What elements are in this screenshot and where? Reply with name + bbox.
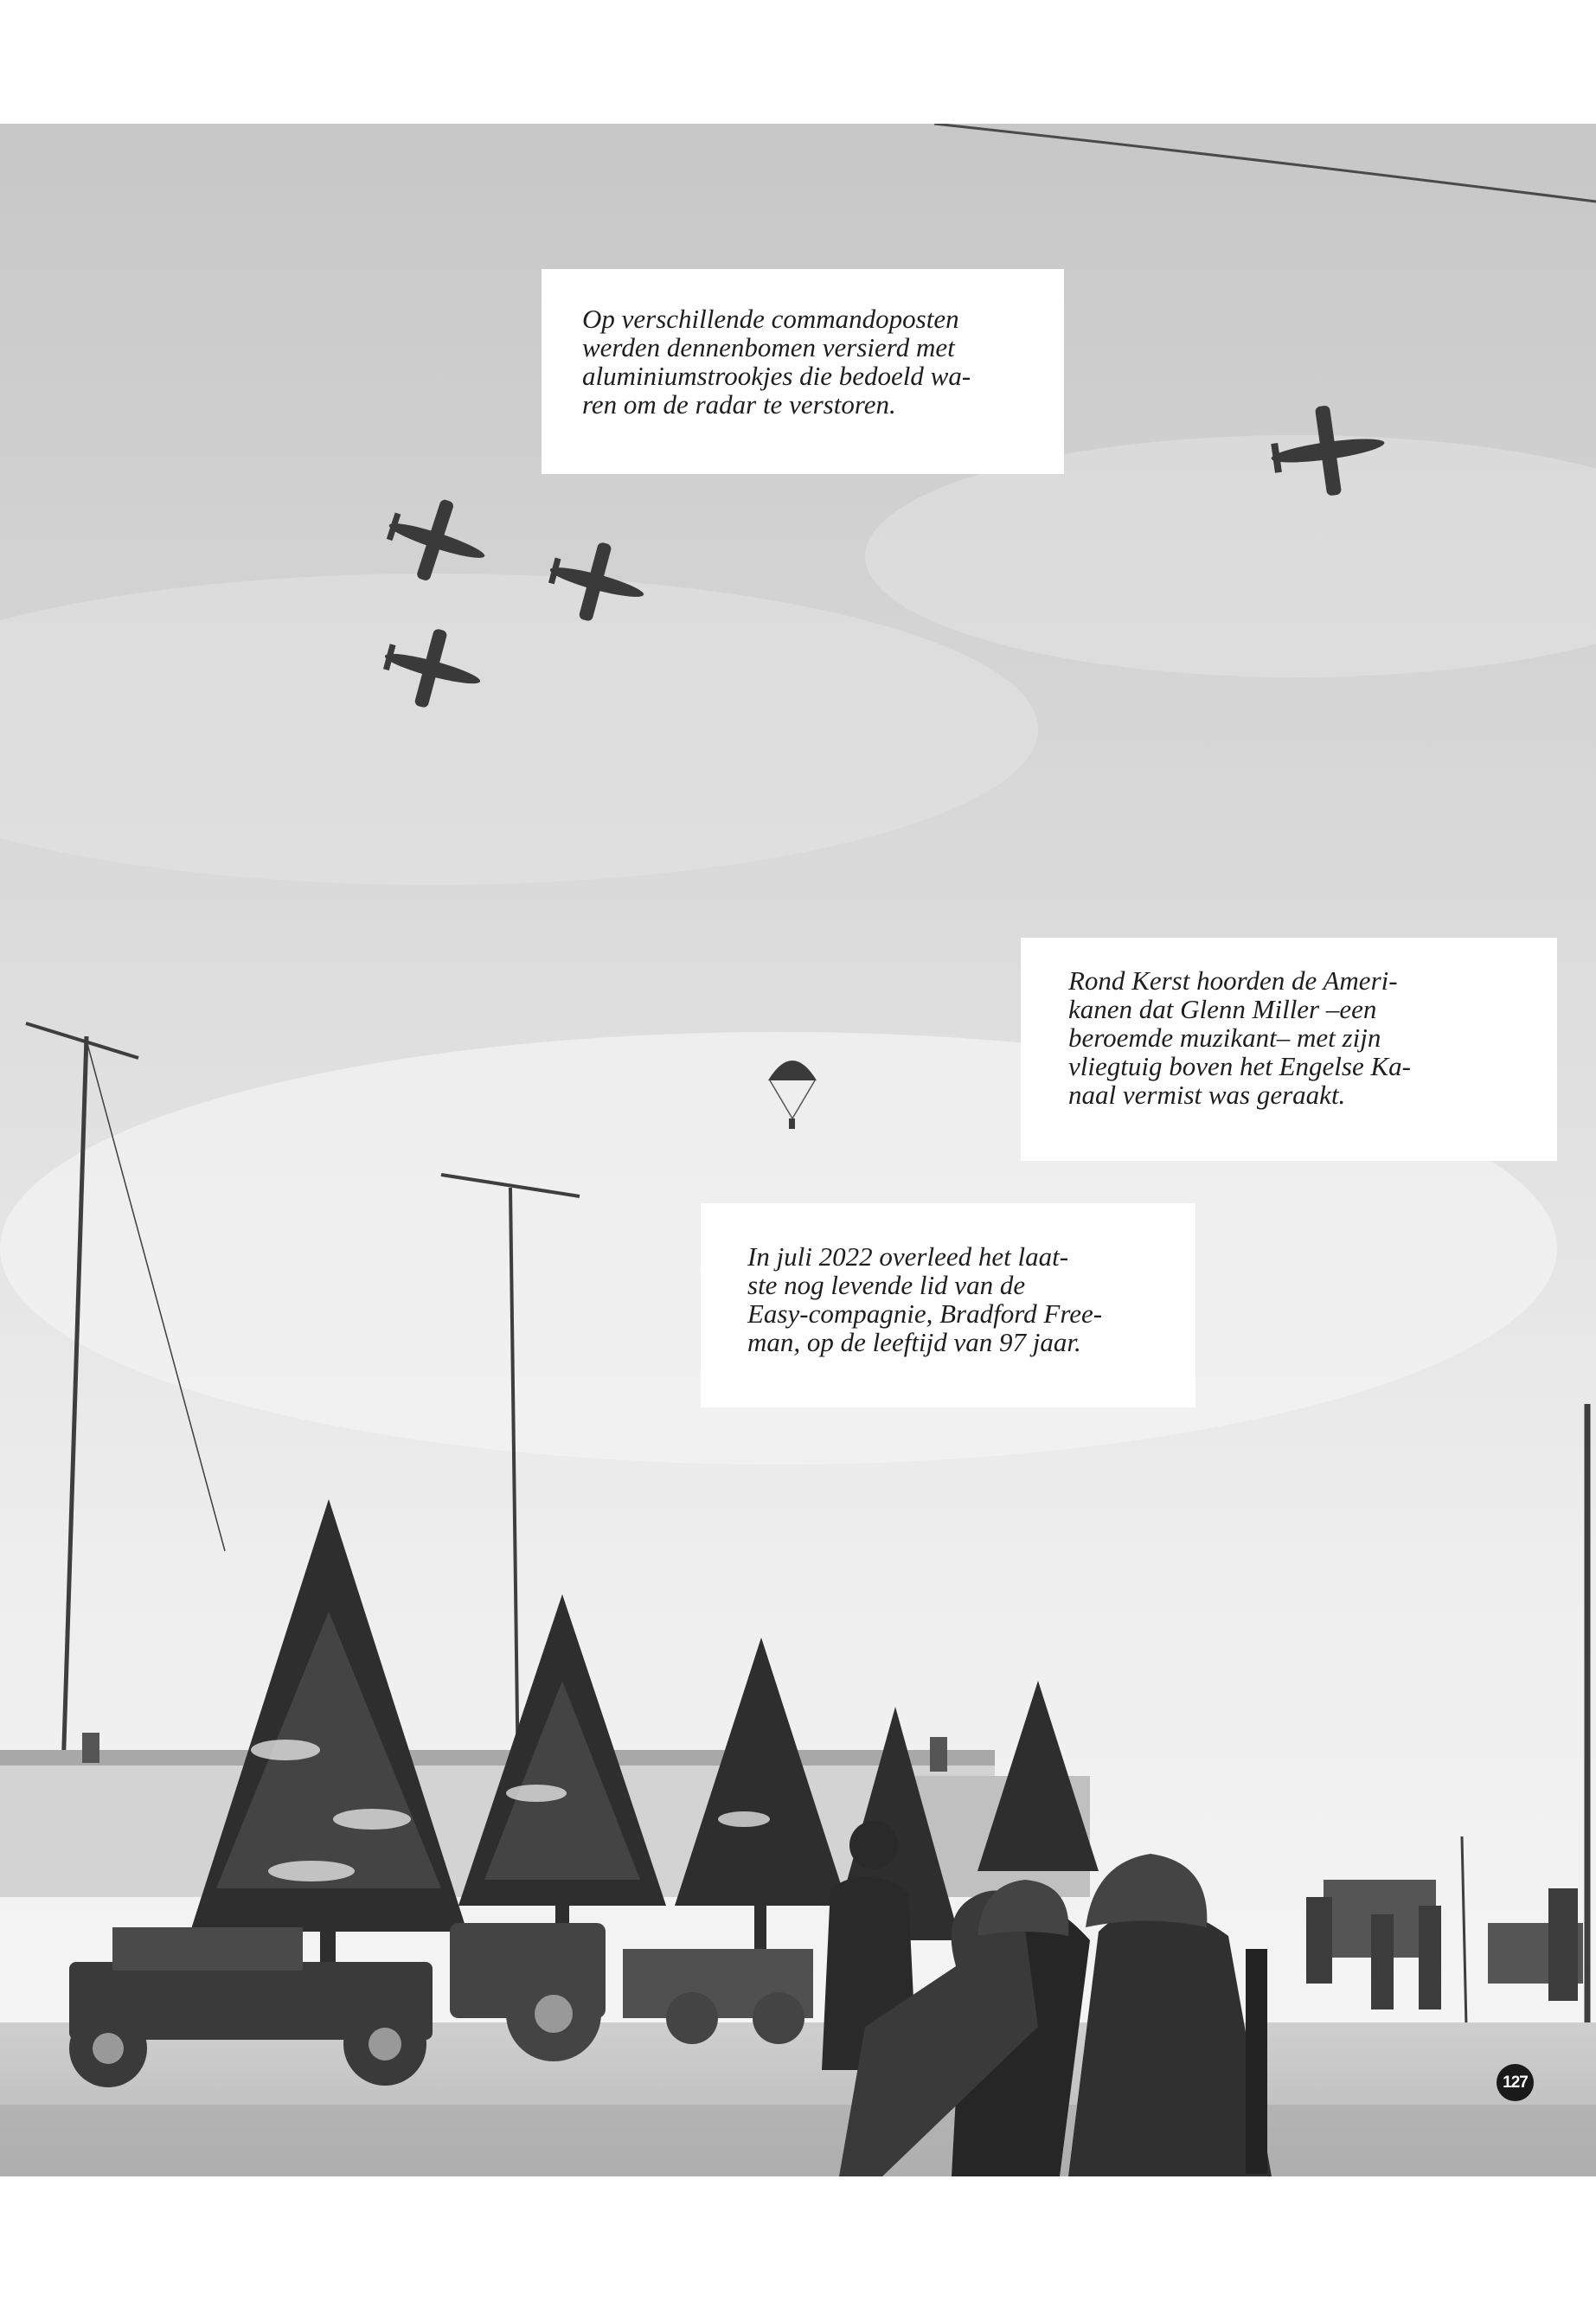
- caption-line: man, op de leeftijd van 97 jaar.: [747, 1327, 1081, 1357]
- caption-line: werden dennenbomen versierd met: [582, 332, 955, 362]
- caption-line: vliegtuig boven het Engelse Ka-: [1068, 1051, 1411, 1081]
- caption-line: Easy-compagnie, Bradford Free-: [747, 1298, 1103, 1329]
- caption-line: beroemde muzikant– met zijn: [1068, 1022, 1381, 1053]
- caption-easy-company: [701, 1203, 1195, 1407]
- caption-line: aluminiumstrookjes die bedoeld wa-: [582, 361, 971, 391]
- caption-line: ste nog levende lid van de: [747, 1270, 1026, 1300]
- caption-line: In juli 2022 overleed het laat-: [747, 1241, 1069, 1272]
- caption-line: ren om de radar te verstoren.: [582, 389, 896, 420]
- page-number: 127: [1497, 2064, 1534, 2101]
- caption-radar-trees: [542, 269, 1064, 474]
- caption-line: Op verschillende commandoposten: [582, 304, 959, 334]
- caption-line: Rond Kerst hoorden de Ameri-: [1068, 965, 1398, 996]
- caption-line: naal vermist was geraakt.: [1068, 1080, 1346, 1110]
- caption-line: kanen dat Glenn Miller –een: [1068, 994, 1377, 1024]
- caption-glenn-miller: [1021, 938, 1557, 1161]
